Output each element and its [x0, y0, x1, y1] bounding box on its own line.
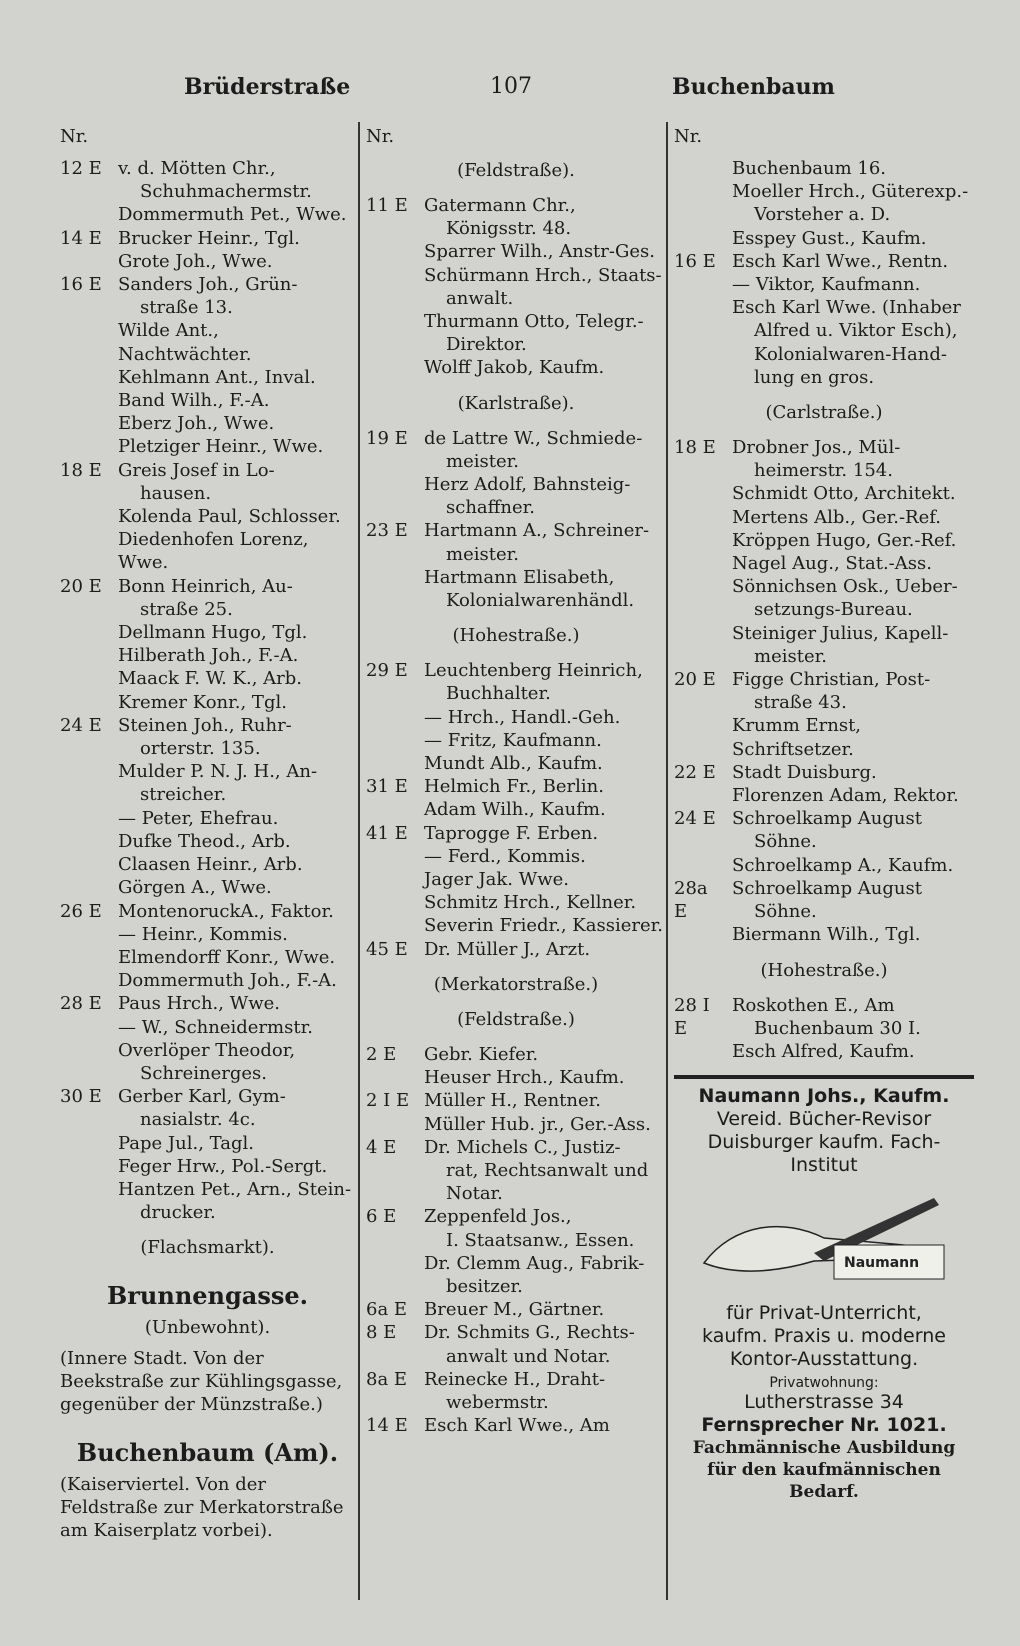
- ad-address: Lutherstrasse 34: [744, 1391, 904, 1414]
- resident-continuation: Buchhalter.: [446, 683, 551, 705]
- resident-line: Kröppen Hugo, Ger.-Ref.: [732, 529, 957, 551]
- resident-line: Müller H., Rentner.: [424, 1090, 602, 1112]
- directory-entry: [674, 923, 974, 946]
- resident-line: Dellmann Hugo, Tgl.: [118, 622, 308, 644]
- resident-line: Gebr. Kiefer.: [424, 1043, 539, 1065]
- directory-entry: [674, 994, 974, 1040]
- directory-entry: [366, 1136, 666, 1182]
- resident-continuation: rat, Rechtsanwalt und: [446, 1159, 649, 1181]
- resident-line: — Peter, Ehefrau.: [118, 807, 279, 829]
- entry-list: [674, 157, 974, 389]
- resident-line: Stadt Duisburg.: [732, 761, 877, 783]
- pen-signature: Naumann: [844, 1255, 920, 1272]
- section-heading: (Feldstraße.): [457, 1008, 575, 1030]
- directory-entry: [674, 157, 974, 180]
- resident-continuation: Königsstr. 48.: [446, 218, 572, 240]
- nr-label: Nr.: [60, 126, 89, 147]
- resident-line: Claasen Heinr., Arb.: [118, 854, 303, 876]
- ad-telephone: Fernsprecher Nr. 1021.: [701, 1414, 947, 1437]
- resident-continuation: anwalt und Notar.: [446, 1345, 611, 1367]
- advertisement: [674, 1085, 974, 1503]
- house-number: 28 I E: [674, 994, 710, 1039]
- resident-line: Dufke Theod., Arb.: [118, 830, 291, 852]
- resident-continuation: Schuhmachermstr.: [140, 181, 312, 203]
- resident-line: Esspey Gust., Kaufm.: [732, 227, 927, 249]
- directory-entry: [60, 969, 355, 992]
- ad-line: Institut: [790, 1154, 858, 1177]
- resident-line: Steiniger Julius, Kapell-: [732, 622, 949, 644]
- resident-line: Sparrer Wilh., Anstr-Ges.: [424, 241, 655, 263]
- resident-line: Dr. Müller J., Arzt.: [424, 938, 591, 960]
- header-right: Buchenbaum: [672, 74, 835, 100]
- resident-continuation: nasialstr. 4c.: [140, 1109, 256, 1131]
- resident-line: Zeppenfeld Jos.,: [424, 1206, 572, 1228]
- house-number: 2 I E: [366, 1090, 410, 1112]
- resident-line: Adam Wilh., Kaufm.: [424, 799, 606, 821]
- directory-entry: [60, 621, 355, 644]
- resident-line: Dr. Michels C., Justiz-: [424, 1136, 621, 1158]
- resident-continuation: straße 13.: [140, 297, 233, 319]
- resident-line: Wolff Jakob, Kaufm.: [424, 357, 605, 379]
- directory-entry: [60, 575, 355, 621]
- directory-entry: [60, 760, 355, 806]
- entry-list: [366, 427, 666, 613]
- resident-line: Pape Jul., Tagl.: [118, 1132, 255, 1154]
- resident-continuation: setzungs-Bureau.: [754, 599, 913, 621]
- resident-continuation: meister.: [446, 543, 519, 565]
- directory-entry: [60, 830, 355, 853]
- house-number: 28 E: [60, 993, 102, 1015]
- directory-entry: [366, 356, 666, 379]
- resident-line: Moeller Hrch., Güterexp.-: [732, 181, 969, 203]
- house-number: 30 E: [60, 1086, 102, 1108]
- directory-entry: [674, 250, 974, 273]
- resident-line: Mertens Alb., Ger.-Ref.: [732, 506, 941, 528]
- column-3: [674, 126, 974, 1503]
- directory-entry: [674, 622, 974, 668]
- resident-line: Drobner Jos., Mül-: [732, 437, 901, 459]
- resident-line: Schmidt Otto, Architekt.: [732, 483, 956, 505]
- directory-entry: [60, 1178, 355, 1224]
- entry-list: [60, 157, 355, 1224]
- resident-line: Feger Hrw., Pol.-Sergt.: [118, 1155, 328, 1177]
- resident-line: Kremer Konr., Tgl.: [118, 691, 287, 713]
- directory-entry: [366, 752, 666, 775]
- resident-line: Hartmann A., Schreiner-: [424, 520, 650, 542]
- section-heading: (Carlstraße.): [765, 402, 883, 424]
- ad-line: Kontor-Ausstattung.: [729, 1348, 919, 1371]
- directory-entry: [60, 714, 355, 760]
- resident-line: Schroelkamp A., Kaufm.: [732, 854, 954, 876]
- directory-entry: [674, 180, 974, 226]
- directory-entry: [60, 853, 355, 876]
- resident-line: Schroelkamp August: [732, 808, 922, 830]
- directory-entry: [60, 1016, 355, 1039]
- resident-continuation: orterstr. 135.: [140, 738, 261, 760]
- directory-entry: [366, 1321, 666, 1367]
- directory-entry: [60, 946, 355, 969]
- section-heading: (Hohestraße.): [452, 625, 580, 647]
- resident-continuation: Kolonialwarenhändl.: [446, 590, 635, 612]
- directory-entry: [674, 506, 974, 529]
- house-number: 16 E: [674, 250, 716, 272]
- resident-line: Jager Jak. Wwe.: [424, 869, 570, 891]
- directory-entry: [674, 482, 974, 505]
- resident-line: Dr. Schmits G., Rechts-: [424, 1322, 635, 1344]
- entry-list: [366, 194, 666, 380]
- directory-entry: [366, 706, 666, 729]
- resident-continuation: heimerstr. 154.: [754, 460, 893, 482]
- directory-entry: [674, 784, 974, 807]
- house-number: 19 E: [366, 427, 408, 449]
- house-number: 12 E: [60, 158, 102, 179]
- directory-entry: [674, 714, 974, 760]
- directory-entry: [366, 914, 666, 937]
- directory-entry: [674, 296, 974, 342]
- directory-entry: [60, 389, 355, 412]
- directory-entry: [674, 575, 974, 621]
- resident-continuation: Notar.: [446, 1183, 503, 1205]
- directory-entry: [366, 729, 666, 752]
- column-divider: [666, 122, 668, 1600]
- house-number: 26 E: [60, 900, 102, 922]
- resident-line: — Viktor, Kaufmann.: [732, 274, 921, 296]
- resident-line: MontenoruckA., Faktor.: [118, 900, 334, 922]
- house-number: 14 E: [366, 1415, 408, 1437]
- resident-line: Helmich Fr., Berlin.: [424, 776, 604, 798]
- directory-entry: [366, 1205, 666, 1251]
- house-number: 8a E: [366, 1368, 408, 1390]
- resident-line: Elmendorff Konr., Wwe.: [118, 946, 336, 968]
- directory-entry: [366, 519, 666, 565]
- directory-entry: [366, 1368, 666, 1414]
- resident-line: Steinen Joh., Ruhr-: [118, 714, 292, 736]
- directory-entry: [60, 505, 355, 528]
- house-number: 45 E: [366, 938, 408, 960]
- writing-hand-icon: [694, 1183, 954, 1291]
- resident-continuation: straße 25.: [140, 598, 233, 620]
- resident-line: Eberz Joh., Wwe.: [118, 413, 275, 435]
- directory-entry: [60, 528, 355, 574]
- resident-line: Müller Hub. jr., Ger.-Ass.: [424, 1113, 651, 1135]
- directory-entry: [674, 273, 974, 296]
- resident-continuation: webermstr.: [446, 1391, 549, 1413]
- resident-line: Esch Alfred, Kaufm.: [732, 1040, 915, 1062]
- resident-line: Dommermuth Pet., Wwe.: [118, 204, 347, 226]
- directory-entry: [366, 868, 666, 891]
- resident-line: Maack F. W. K., Arb.: [118, 668, 302, 690]
- resident-line: — Fritz, Kaufmann.: [424, 729, 602, 751]
- house-number: 6a E: [366, 1299, 408, 1321]
- resident-line: Hartmann Elisabeth,: [424, 566, 615, 588]
- directory-entry: [674, 668, 974, 714]
- directory-entry: [60, 366, 355, 389]
- resident-line: Paus Hrch., Wwe.: [118, 993, 281, 1015]
- directory-entry: [60, 227, 355, 250]
- column-divider: [358, 122, 360, 1600]
- directory-entry: [366, 1414, 666, 1437]
- directory-entry: [674, 877, 974, 923]
- directory-entry: [674, 1040, 974, 1063]
- resident-line: Gerber Karl, Gym-: [118, 1086, 286, 1108]
- resident-line: Grote Joh., Wwe.: [118, 250, 273, 272]
- resident-line: Mulder P. N. J. H., An-: [118, 761, 318, 783]
- resident-line: Kehlmann Ant., Inval.: [118, 366, 316, 388]
- ad-line: Duisburger kaufm. Fach-: [707, 1131, 941, 1154]
- resident-line: — Heinr., Kommis.: [118, 923, 288, 945]
- directory-entry: [366, 1298, 666, 1321]
- resident-line: Hantzen Pet., Arn., Stein-: [118, 1178, 352, 1200]
- directory-entry: [60, 1132, 355, 1155]
- resident-continuation: Schreinerges.: [140, 1062, 268, 1084]
- resident-line: Roskothen E., Am: [732, 994, 895, 1016]
- resident-continuation: hausen.: [140, 482, 212, 504]
- entry-list: [366, 1043, 666, 1437]
- column-2: [366, 126, 666, 1437]
- directory-entry: [366, 1043, 666, 1066]
- directory-entry: [60, 992, 355, 1015]
- directory-entry: [674, 552, 974, 575]
- page-number: 107: [490, 74, 532, 99]
- resident-line: Buchenbaum 16.: [732, 158, 887, 179]
- section-heading: (Karlstraße).: [457, 392, 575, 414]
- resident-line: Figge Christian, Post-: [732, 669, 931, 691]
- resident-continuation: meister.: [754, 645, 827, 667]
- resident-line: Kolenda Paul, Schlosser.: [118, 506, 341, 528]
- house-number: 29 E: [366, 660, 408, 682]
- resident-line: Hilberath Joh., F.-A.: [118, 645, 299, 667]
- street-title: Buchenbaum (Am).: [76, 1438, 339, 1468]
- resident-continuation: I. Staatsanw., Essen.: [446, 1229, 635, 1251]
- directory-entry: [366, 659, 666, 705]
- directory-entry: [60, 250, 355, 273]
- house-number: 6 E: [366, 1206, 397, 1228]
- ad-line: kaufm. Praxis u. moderne: [702, 1325, 946, 1348]
- house-number: 16 E: [60, 274, 102, 296]
- directory-entry: [60, 435, 355, 458]
- resident-line: Esch Karl Wwe., Rentn.: [732, 250, 949, 272]
- ad-line: für Privat-Unterricht,: [726, 1302, 922, 1325]
- directory-entry: [366, 473, 666, 519]
- resident-line: Reinecke H., Draht-: [424, 1368, 606, 1390]
- resident-line: Dr. Clemm Aug., Fabrik-: [424, 1252, 645, 1274]
- house-number: 2 E: [366, 1043, 397, 1065]
- directory-entry: [60, 667, 355, 690]
- house-number: 20 E: [60, 575, 102, 597]
- resident-line: Band Wilh., F.-A.: [118, 390, 270, 412]
- nr-label: Nr.: [366, 126, 395, 147]
- resident-line: Brucker Heinr., Tgl.: [118, 227, 300, 249]
- ad-tagline: Fachmännische Ausbildung: [692, 1438, 956, 1459]
- directory-entry: [674, 529, 974, 552]
- directory-entry: [60, 644, 355, 667]
- directory-entry: [366, 566, 666, 612]
- house-number: 22 E: [674, 761, 716, 783]
- directory-entry: [366, 310, 666, 356]
- house-number: 18 E: [674, 437, 716, 459]
- resident-line: Diedenhofen Lorenz, Wwe.: [118, 529, 309, 574]
- resident-continuation: anwalt.: [446, 287, 514, 309]
- directory-entry: [60, 459, 355, 505]
- house-number: 20 E: [674, 669, 716, 691]
- resident-line: Overlöper Theodor,: [118, 1039, 296, 1061]
- resident-continuation: Direktor.: [446, 334, 527, 356]
- resident-line: Krumm Ernst, Schriftsetzer.: [732, 715, 862, 760]
- resident-line: — Hrch., Handl.-Geh.: [424, 706, 621, 728]
- directory-entry: [60, 157, 355, 203]
- house-number: 8 E: [366, 1322, 397, 1344]
- directory-entry: [366, 775, 666, 798]
- directory-entry: [60, 203, 355, 226]
- ad-private-label: Privatwohnung:: [769, 1375, 879, 1392]
- directory-entry: [366, 1252, 666, 1298]
- resident-line: Schürmann Hrch., Staats-: [424, 264, 662, 286]
- resident-line: Breuer M., Gärtner.: [424, 1299, 605, 1321]
- directory-entry: [366, 240, 666, 263]
- resident-line: — W., Schneidermstr.: [118, 1016, 313, 1038]
- section-heading: (Feldstraße).: [457, 160, 575, 181]
- directory-entry: [366, 891, 666, 914]
- resident-line: Schmitz Hrch., Kellner.: [424, 892, 637, 914]
- ad-line: Vereid. Bücher-Revisor: [716, 1108, 932, 1131]
- section-flachsmarkt: (Flachsmarkt).: [140, 1237, 275, 1259]
- resident-continuation: Söhne.: [754, 831, 817, 853]
- resident-continuation: besitzer.: [446, 1275, 523, 1297]
- resident-line: v. d. Mötten Chr.,: [118, 158, 276, 179]
- directory-entry: [366, 1182, 666, 1205]
- directory-entry: [60, 691, 355, 714]
- resident-line: Pletziger Heinr., Wwe.: [118, 436, 324, 458]
- directory-entry: [366, 798, 666, 821]
- directory-entry: [366, 264, 666, 310]
- directory-entry: [60, 1039, 355, 1085]
- resident-continuation: Vorsteher a. D.: [754, 204, 891, 226]
- directory-entry: [60, 319, 355, 365]
- house-number: 4 E: [366, 1136, 397, 1158]
- resident-line: Greis Josef in Lo-: [118, 459, 275, 481]
- resident-line: Sönnichsen Osk., Ueber-: [732, 576, 958, 598]
- house-number: 14 E: [60, 227, 102, 249]
- resident-line: Bonn Heinrich, Au-: [118, 575, 293, 597]
- entry-list: [674, 994, 974, 1064]
- street-status: (Unbewohnt).: [144, 1317, 271, 1339]
- resident-line: Esch Karl Wwe. (Inhaber: [732, 297, 961, 319]
- directory-entry: [674, 807, 974, 853]
- house-number: 41 E: [366, 822, 408, 844]
- resident-continuation: lung en gros.: [754, 366, 875, 388]
- resident-line: — Ferd., Kommis.: [424, 845, 586, 867]
- directory-entry: [60, 900, 355, 923]
- directory-entry: [366, 845, 666, 868]
- house-number: 11 E: [366, 195, 408, 216]
- house-number: 28a E: [674, 877, 708, 923]
- directory-entry: [366, 822, 666, 845]
- resident-continuation: Kolonialwaren-Hand-: [754, 343, 947, 365]
- column-1: [60, 126, 355, 1542]
- resident-line: Esch Karl Wwe., Am: [424, 1415, 610, 1437]
- resident-line: Taprogge F. Erben.: [424, 822, 599, 844]
- resident-continuation: drucker.: [140, 1202, 216, 1224]
- street-description: (Innere Stadt. Von der Beekstraße zur Kühlingsgasse, gegenüber der Münzstraße.): [60, 1348, 343, 1416]
- resident-continuation: Söhne.: [754, 901, 817, 923]
- resident-line: Florenzen Adam, Rektor.: [732, 785, 959, 807]
- directory-entry: [674, 343, 974, 366]
- resident-line: Herz Adolf, Bahnsteig-: [424, 474, 631, 496]
- resident-line: Wilde Ant., Nachtwächter.: [118, 320, 252, 365]
- street-description: (Kaiserviertel. Von der Feldstraße zur Merkatorstraße am Kaiserplatz vorbei).: [60, 1474, 344, 1542]
- entry-list: [366, 659, 666, 961]
- resident-line: Biermann Wilh., Tgl.: [732, 924, 921, 946]
- resident-line: Leuchtenberg Heinrich,: [424, 660, 643, 682]
- street-title: Brunnengasse.: [107, 1281, 308, 1311]
- directory-entry: [60, 412, 355, 435]
- resident-continuation: schaffner.: [446, 497, 536, 519]
- house-number: 23 E: [366, 520, 408, 542]
- resident-line: de Lattre W., Schmiede-: [424, 427, 643, 449]
- directory-entry: [674, 366, 974, 389]
- divider-line: [674, 1075, 974, 1079]
- house-number: 18 E: [60, 459, 102, 481]
- directory-entry: [674, 227, 974, 250]
- directory-entry: [60, 1085, 355, 1131]
- directory-entry: [60, 923, 355, 946]
- resident-line: Sanders Joh., Grün-: [118, 274, 298, 296]
- header-left: Brüderstraße: [184, 74, 351, 100]
- resident-line: Heuser Hrch., Kaufm.: [424, 1067, 625, 1089]
- resident-continuation: straße 43.: [754, 692, 847, 714]
- directory-entry: [674, 436, 974, 482]
- directory-entry: [60, 807, 355, 830]
- directory-entry: [60, 1155, 355, 1178]
- house-number: 31 E: [366, 776, 408, 798]
- house-number: 24 E: [674, 808, 716, 830]
- directory-entry: [366, 1089, 666, 1112]
- resident-line: Gatermann Chr.,: [424, 195, 576, 216]
- resident-line: Görgen A., Wwe.: [118, 877, 272, 899]
- entry-list: [674, 436, 974, 946]
- resident-continuation: Alfred u. Viktor Esch),: [754, 320, 958, 342]
- resident-continuation: meister.: [446, 450, 519, 472]
- resident-continuation: Buchenbaum 30 I.: [754, 1017, 921, 1039]
- directory-entry: [60, 273, 355, 319]
- resident-continuation: streicher.: [140, 784, 227, 806]
- resident-line: Thurmann Otto, Telegr.-: [424, 311, 644, 333]
- directory-entry: [366, 1113, 666, 1136]
- nr-label: Nr.: [674, 126, 703, 147]
- ad-tagline: für den kaufmännischen Bedarf.: [707, 1460, 941, 1503]
- resident-line: Schroelkamp August: [732, 877, 922, 899]
- section-heading: (Merkatorstraße.): [433, 973, 599, 995]
- directory-entry: [60, 876, 355, 899]
- resident-line: Mundt Alb., Kaufm.: [424, 753, 603, 775]
- ad-name: Naumann Johs., Kaufm.: [698, 1085, 950, 1108]
- directory-entry: [366, 194, 666, 240]
- directory-entry: [366, 938, 666, 961]
- directory-entry: [674, 761, 974, 784]
- resident-line: Severin Friedr., Kassierer.: [424, 915, 663, 937]
- resident-line: Nagel Aug., Stat.-Ass.: [732, 553, 932, 575]
- directory-entry: [366, 1066, 666, 1089]
- directory-entry: [674, 854, 974, 877]
- resident-line: Dommermuth Joh., F.-A.: [118, 970, 337, 992]
- directory-entry: [366, 427, 666, 473]
- section-heading: (Hohestraße.): [760, 959, 888, 981]
- house-number: 24 E: [60, 714, 102, 736]
